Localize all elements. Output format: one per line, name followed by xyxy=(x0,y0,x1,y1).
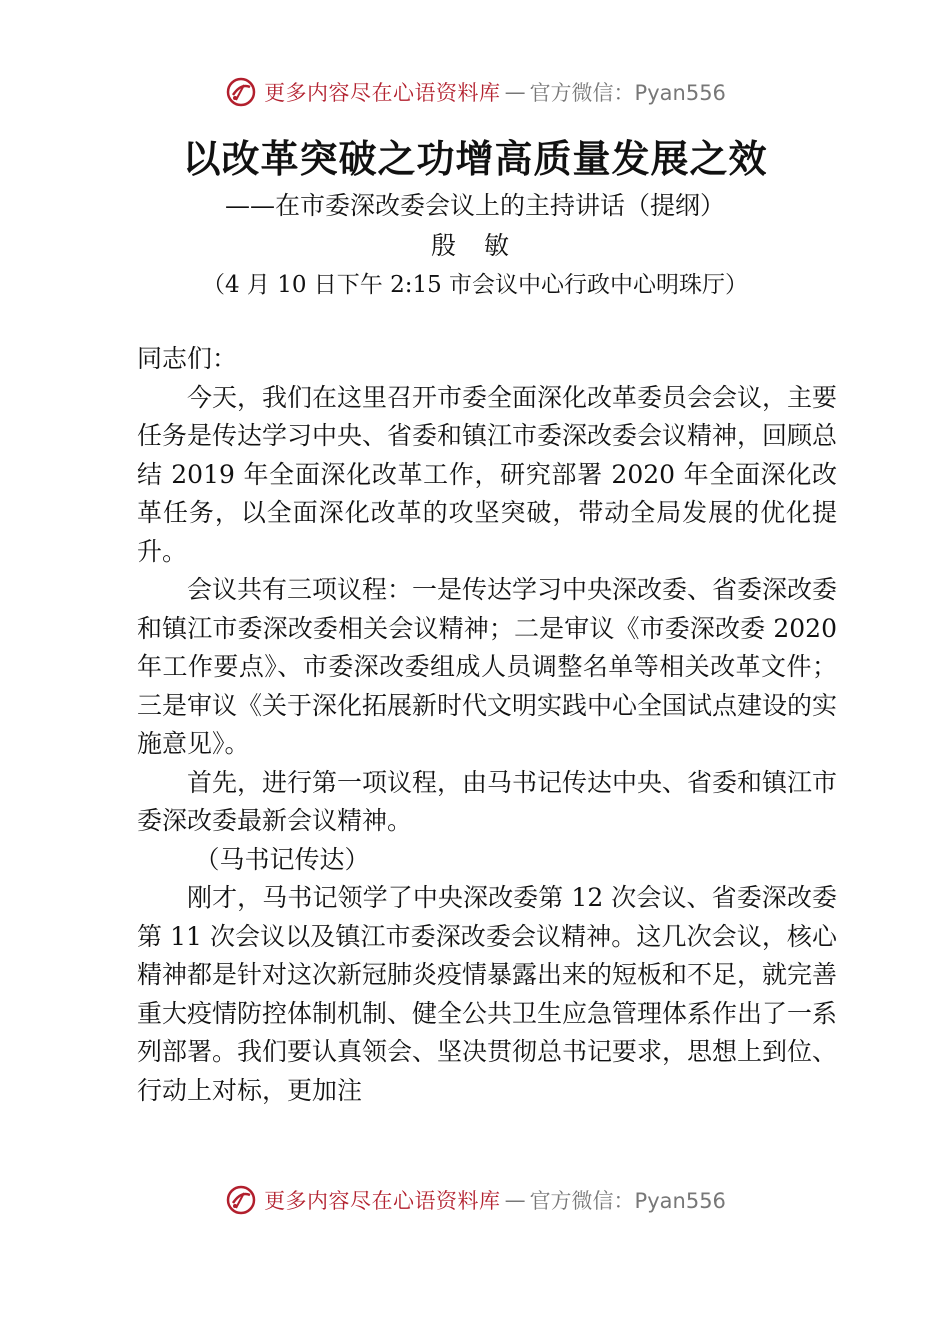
paragraph: 刚才，马书记领学了中央深改委第 12 次会议、省委深改委第 11 次会议以及镇江市委深改委会议精神。这几次会议，核心精神都是针对这次新冠肺炎疫情暴露出来的短板和不足，就完善重大疫情防控体制机制、健全公共卫生应急管理体系作出了一系列部署。我们要认真领会、坚决贯彻总书记要求，思想上到位、行动上对标，更加注 xyxy=(137,883,838,1105)
meeting-info: （4 月 10 日下午 2:15 市会议中心行政中心明珠厅） xyxy=(201,272,749,298)
stage-note: （马书记传达） xyxy=(194,844,370,874)
banner-wechat: 官方微信：Pyan556 xyxy=(529,1189,726,1213)
paragraph: 首先，进行第一项议程，由马书记传达中央、省委和镇江市委深改委最新会议精神。 xyxy=(137,767,838,835)
document-title: 以改革突破之功增高质量发展之效 xyxy=(182,136,768,181)
banner-separator: — xyxy=(504,80,526,104)
salutation: 同志们： xyxy=(137,344,238,373)
footer-banner xyxy=(0,1180,950,1220)
paragraph: 会议共有三项议程：一是传达学习中央深改委、省委深改委和镇江市委深改委相关会议精神；二是审议《市委深改委 2020 年工作要点》、市委深改委组成人员调整名单等相关改革文件；三是审议《关于深化拓展新时代文明实践中心全国试点建设的实施意见》。 xyxy=(137,575,838,758)
document-subtitle: ——在市委深改委会议上的主持讲话（提纲） xyxy=(224,191,725,220)
banner-separator: — xyxy=(504,1188,526,1212)
header-banner xyxy=(0,72,950,112)
paragraph: 今天，我们在这里召开市委全面深化改革委员会会议，主要任务是传达学习中央、省委和镇江市委深改委会议精神，回顾总结 2019 年全面深化改革工作，研究部署 2020 年全面深化改革任务，以全面深化改革的攻坚突破，带动全局发展的优化提升。 xyxy=(137,382,838,566)
author-name: 殷 敏 xyxy=(431,231,519,260)
banner-text: 更多内容尽在心语资料库 xyxy=(264,81,501,105)
logo-icon xyxy=(224,75,258,109)
logo-icon xyxy=(224,1183,258,1217)
banner-wechat: 官方微信：Pyan556 xyxy=(529,81,726,105)
banner-text: 更多内容尽在心语资料库 xyxy=(264,1189,501,1213)
document-body xyxy=(137,340,837,1110)
